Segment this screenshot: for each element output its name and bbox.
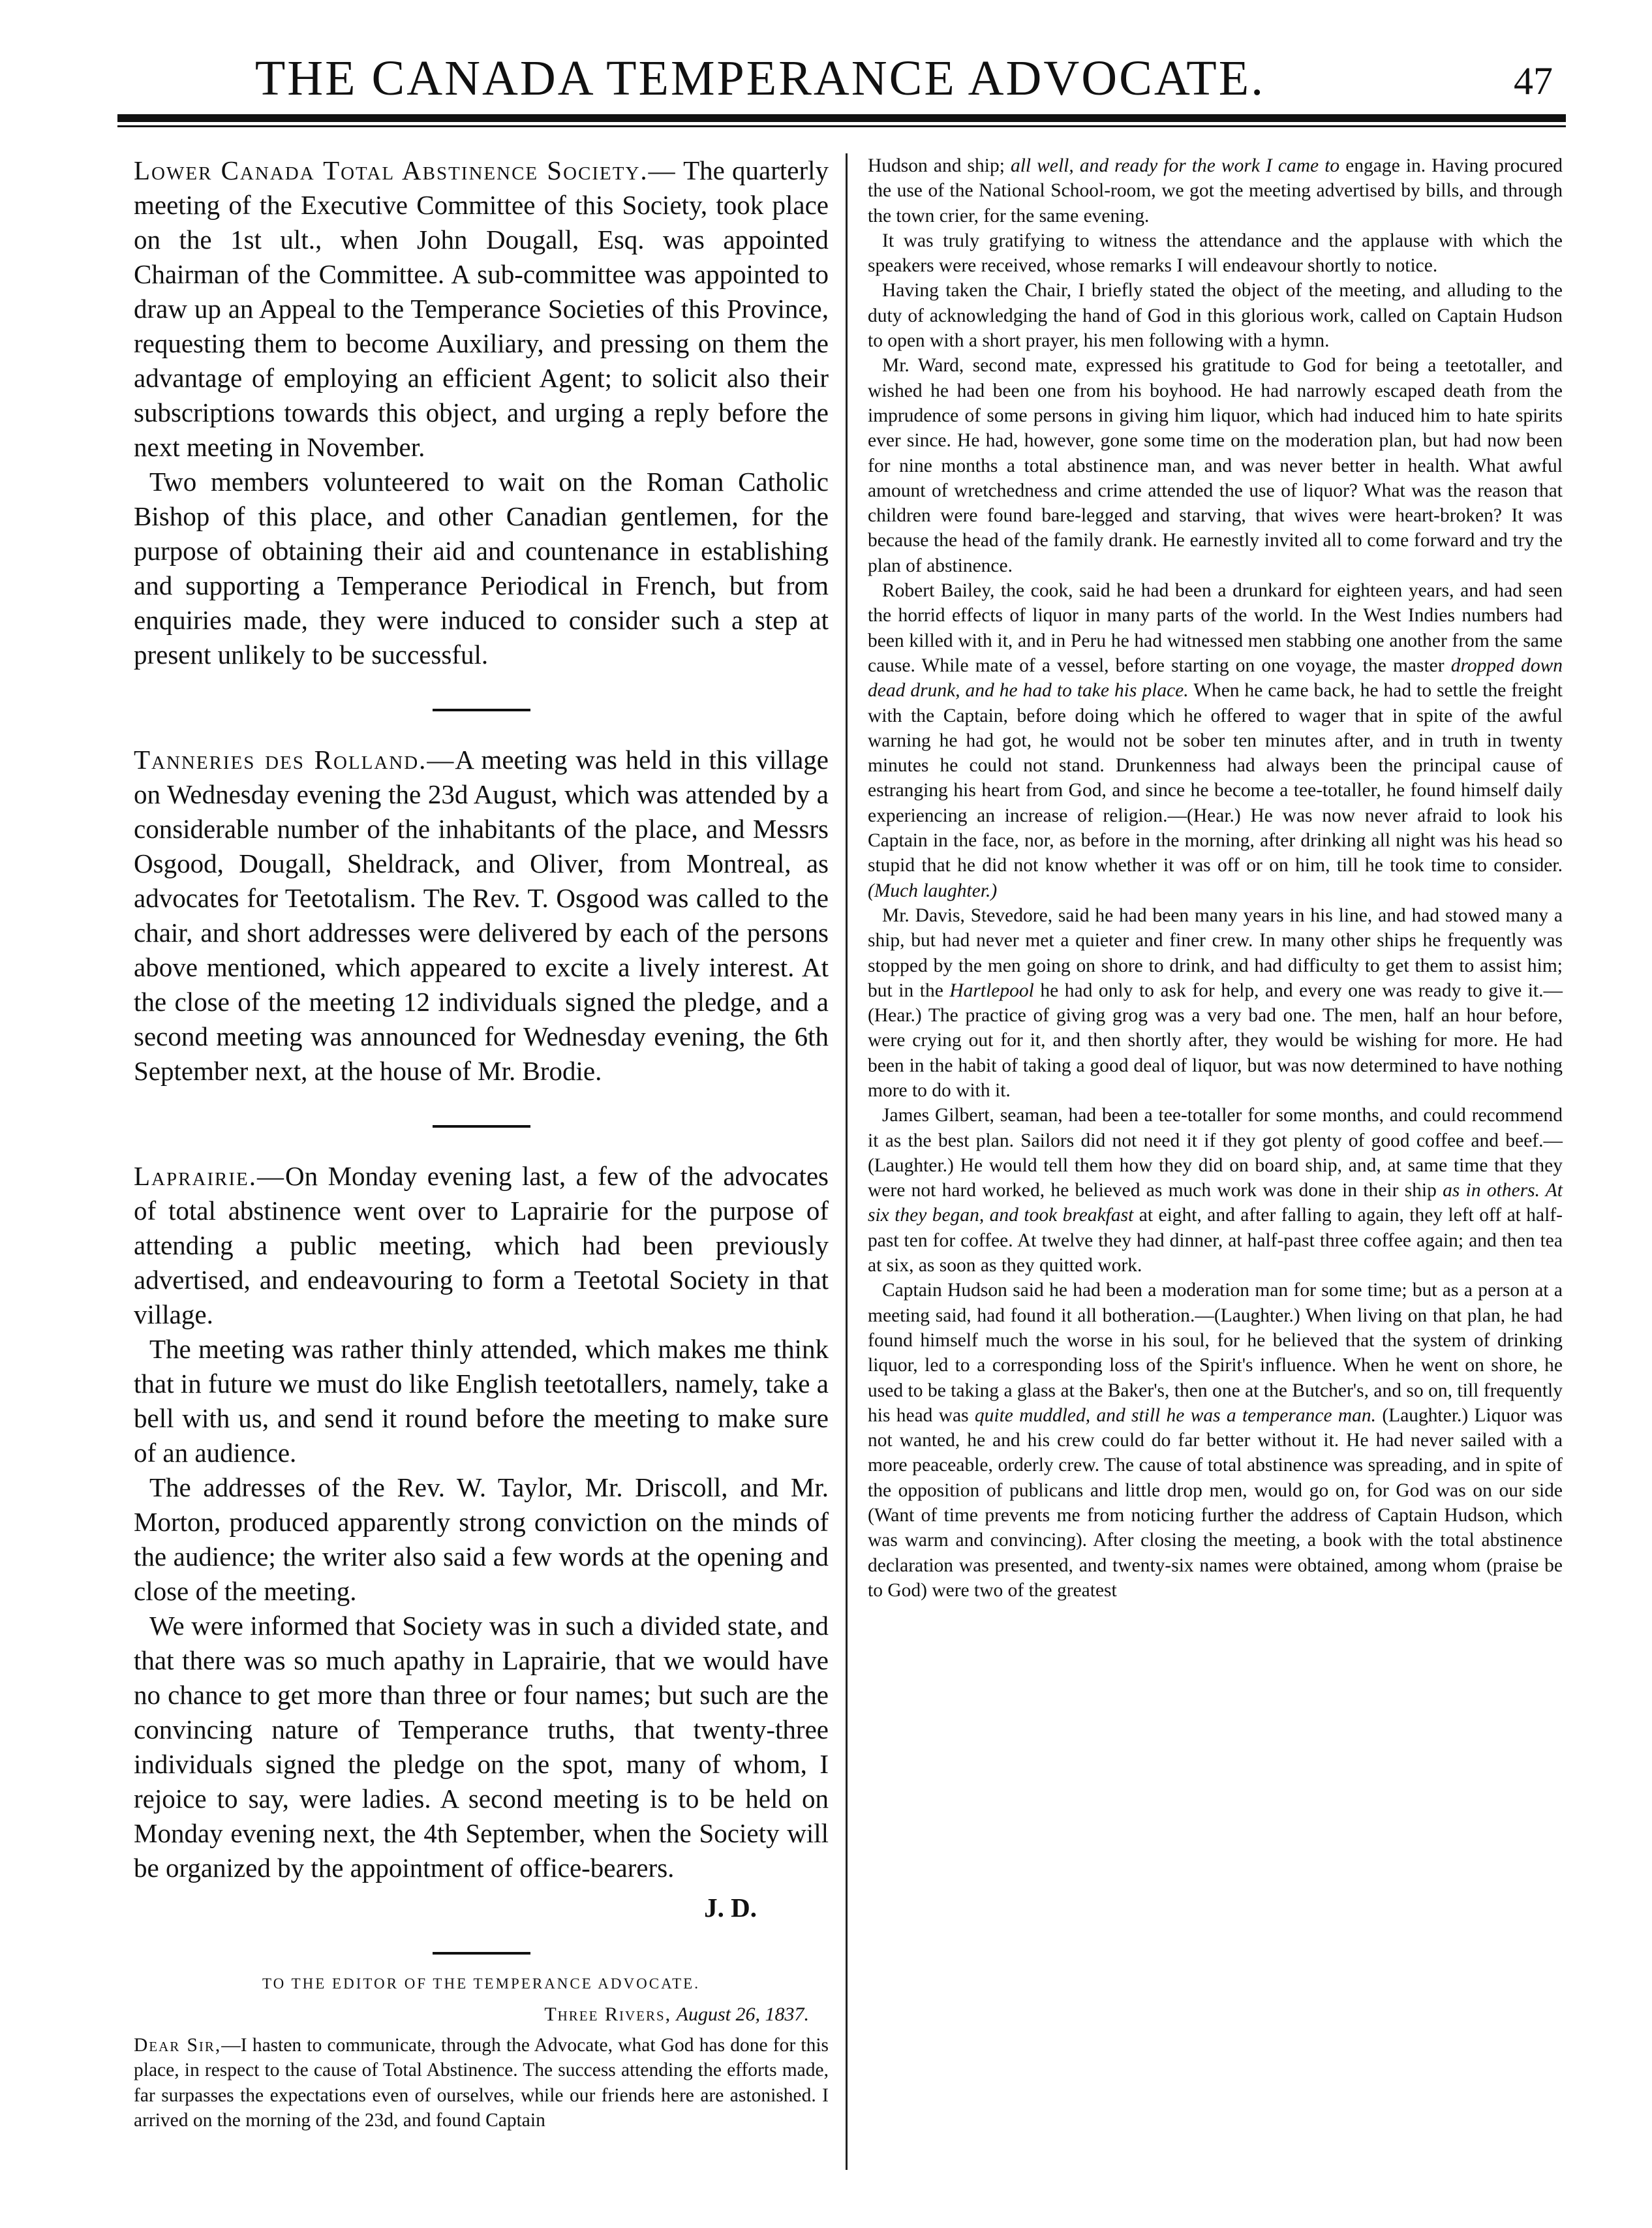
- paragraph: [134, 1159, 829, 1332]
- paragraph: [868, 153, 1563, 228]
- letter-body: [134, 2033, 829, 2133]
- paragraph: Having taken the Chair, I briefly stated the object of the meeting, and alluding to the duty of acknowledging the hand of God in this glorious work, called on Captain Hudson to open with a short prayer, his men following with a hymn.: [868, 280, 1563, 352]
- paragraph: [868, 578, 1563, 903]
- paragraph: Mr. Ward, second mate, expressed his gratitude to God for being a teetotaller, and wished he had been one from his boyhood. He had narrowly escaped death from the imprudence of some persons in giving him liquor, which had induced him to hate spirits ever since. He had, however, gone some time on the moderation plan, but had now been for nine months a total abstinence man, and was never better in health. What awful amount of wretchedness and crime attended the use of liquor? What was the reason that children were found bare-legged and starving, that wives were heart-broken? It was because the head of the family drank. He earnestly invited all to come forward and try the plan of abstinence.: [868, 355, 1563, 576]
- text-run: (Much laughter.): [868, 880, 998, 901]
- letter-salutation: Dear Sir,: [134, 2035, 222, 2056]
- article-heading: Lower Canada Total Abstinence Society.—: [134, 155, 677, 185]
- paragraph: [868, 1278, 1563, 1603]
- section-divider: [433, 709, 530, 711]
- paragraph: [134, 743, 829, 1089]
- text-run: Hartlepool: [949, 980, 1034, 1001]
- header-rule-thin: [117, 125, 1566, 127]
- text-run: he had only to ask for help, and every one was ready to give it.—(Hear.) The practice of giving grog was a very bad one. The men, half an hour before, were crying out for it, and then shortly after, they would be wishing for more. He had been in the habit of taking a good deal of liquor, but was now determined to have nothing more to do with it.: [868, 980, 1563, 1101]
- page-number: 47: [1514, 59, 1553, 102]
- article-tanneries: [134, 743, 829, 1089]
- text-run: When he came back, he had to settle the freight with the Captain, before doing which he offered to wager that in spite of the awful warning he had got, he would not be sober ten minutes after, and in truth in twenty minutes he could not stand. Drunkenness had always been the principal cause of estranging his heart from God, and since he become a tee-totaller, he found himself daily experiencing an increase of religion.—(Hear.) He was now never afraid to look his Captain in the face, nor, as before in the morning, after drinking all night was his head so stupid that he did not know whether it was off or on him, till he took time to consider.: [868, 680, 1563, 876]
- signature: J. D.: [704, 1893, 757, 1923]
- text-run: engage in. Having procured the use of the National School-room, we got the meeting advertised by bills, and through the town crier, for the same evening.: [868, 155, 1563, 226]
- paragraph-text: A meeting was held in this village on Wednesday evening the 23d August, which was attended by a considerable number of the inhabitants of the place, and Messrs Osgood, Dougall, Sheldrack, and Oliver, from Montreal, as advocates for Teetotalism. The Rev. T. Osgood was called to the chair, and short addresses were delivered by each of the persons above mentioned, which appeared to excite a lively interest. At the close of the meeting 12 individuals signed the pledge, and a second meeting was announced for Wednesday evening, the 6th September next, at the house of Mr. Brodie.: [134, 745, 829, 1086]
- text-run: Hudson and ship;: [868, 155, 1011, 176]
- text-run: Robert Bailey, the cook, said he had been a drunkard for eighteen years, and had seen the horrid effects of liquor in many parts of the world. In the West Indies numbers had been killed with it, and in Peru he had witnessed men stabbing one another from the same cause. While mate of a vessel, before starting on one voyage, the master: [868, 580, 1563, 676]
- paragraph: We were informed that Society was in such a divided state, and that there was so much apathy in Laprairie, that we would have no chance to get more than three or four names; but such are the convincing nature of Temperance truths, that twenty-three individuals signed the pledge on the spot, many of whom, I rejoice to say, were ladies. A second meeting is to be held on Monday evening next, the 4th September, when the Society will be organized by the appointment of office-bearers.: [134, 1611, 829, 1883]
- letter-heading: TO THE EDITOR OF THE TEMPERANCE ADVOCATE.: [262, 1975, 700, 1992]
- text-run: at eight, and after falling to again, they left off at half-past ten for coffee. At twelve they had dinner, at half-past three coffee again; and then tea at six, as soon as they quitted work.: [868, 1205, 1563, 1276]
- paragraph-text: —I hasten to communicate, through the Advocate, what God has done for this place, in respect to the cause of Total Abstinence. The success attending the efforts made, far surpasses the expectations even of ourselves, while our friends here are astonished. I arrived on the morning of the 23d, and found Captain: [134, 2035, 829, 2131]
- left-column: [134, 153, 829, 2133]
- section-divider: [433, 1952, 530, 1955]
- text-run: quite muddled, and still he was a temperance man.: [974, 1404, 1377, 1426]
- column-divider: [846, 153, 848, 2170]
- text-run: (Laughter.) Liquor was not wanted, he and his crew could do far better without it. He had never sailed with a more peaceable, orderly crew. The cause of total abstinence was spreading, and in spite of the opposition of publicans and little drop men, would go on, for God was on our side (Want of time prevents me from noticing further the address of Captain Hudson, which was warm and convincing). After closing the meeting, a book with the total abstinence declaration was presented, and twenty-six names were obtained, among whom (praise be to God) were two of the greatest: [868, 1404, 1563, 1601]
- paragraph: It was truly gratifying to witness the attendance and the applause with which the speakers were received, whose remarks I will endeavour shortly to notice.: [868, 230, 1563, 277]
- article-heading: Tanneries des Rolland.—: [134, 745, 455, 775]
- page-header: [117, 46, 1566, 144]
- paragraph: The addresses of the Rev. W. Taylor, Mr. Driscoll, and Mr. Morton, produced apparently strong conviction on the minds of the audience; the writer also said a few words at the opening and close of the meeting.: [134, 1472, 829, 1606]
- letter-dateline: [134, 2002, 829, 2028]
- text-run: as in others. At six they began, and took breakfast: [868, 1180, 1563, 1226]
- right-column: [868, 153, 1563, 1603]
- paragraph-text: The quarterly meeting of the Executive Committee of this Society, took place on the 1st ult., when John Dougall, Esq. was appointed Chairman of the Committee. A sub-committee was appointed to draw up an Appeal to the Temperance Societies of this Province, requesting them to become Auxiliary, and pressing on them the advantage of employing an efficient Agent; to solicit also their subscriptions towards this object, and urging a reply before the next meeting in November.: [134, 155, 829, 462]
- text-run: Mr. Davis, Stevedore, said he had been many years in his line, and had stowed many a ship, but had never met a quieter and finer crew. In many other ships he frequently was stopped by the men going on shore to drink, and had difficulty to get them to assist him; but in the: [868, 905, 1563, 1001]
- masthead-title: THE CANADA TEMPERANCE ADVOCATE.: [254, 51, 1266, 106]
- text-run: James Gilbert, seaman, had been a tee-totaller for some months, and could recommend it as the best plan. Sailors did not need it if they got plenty of good coffee and beef.—(Laughter.) He would tell them how they did on board ship, and, at same time that they were not hard worked, he believed as much work was done in their ship: [868, 1105, 1563, 1201]
- article-lower-canada: [134, 153, 829, 672]
- article-heading: Laprairie.—: [134, 1161, 286, 1191]
- letter-date: August 26, 1837.: [676, 2004, 809, 2025]
- text-run: Captain Hudson said he had been a moderation man for some time; but as a person at a meeting said, had found it all botheration.—(Laughter.) When living on that plan, he had found himself much the worse in his soul, for he believed that the system of drinking liquor, led to a corresponding loss of the Spirit's influence. When he went on shore, he used to be taking a glass at the Baker's, then one at the Butcher's, and so on, till frequently his head was: [868, 1280, 1563, 1426]
- paragraph: [134, 153, 829, 465]
- paragraph: Two members volunteered to wait on the Roman Catholic Bishop of this place, and other Canadian gentlemen, for the purpose of obtaining their aid and countenance in establishing and supporting a Temperance Periodical in French, but from enquiries made, they were induced to consider such a step at present unlikely to be successful.: [134, 467, 829, 670]
- paragraph: [134, 2033, 829, 2133]
- text-run: all well, and ready for the work I came to: [1010, 155, 1340, 176]
- text-run: dropped down dead drunk, and he had to take his place.: [868, 655, 1563, 702]
- section-divider: [433, 1125, 530, 1128]
- article-laprairie: [134, 1159, 829, 1926]
- paragraph: [868, 903, 1563, 1103]
- header-rule-thick: [117, 114, 1566, 122]
- paragraph-text: On Monday evening last, a few of the advocates of total abstinence went over to Laprairie for the purpose of attending a public meeting, which had been previously advertised, and endeavouring to form a Teetotal Society in that village.: [134, 1161, 829, 1329]
- paragraph: The meeting was rather thinly attended, which makes me think that in future we must do like English teetotallers, namely, take a bell with us, and send it round before the meeting to make sure of an audience.: [134, 1334, 829, 1468]
- paragraph: [868, 1103, 1563, 1278]
- letter-place: Three Rivers,: [544, 2004, 672, 2025]
